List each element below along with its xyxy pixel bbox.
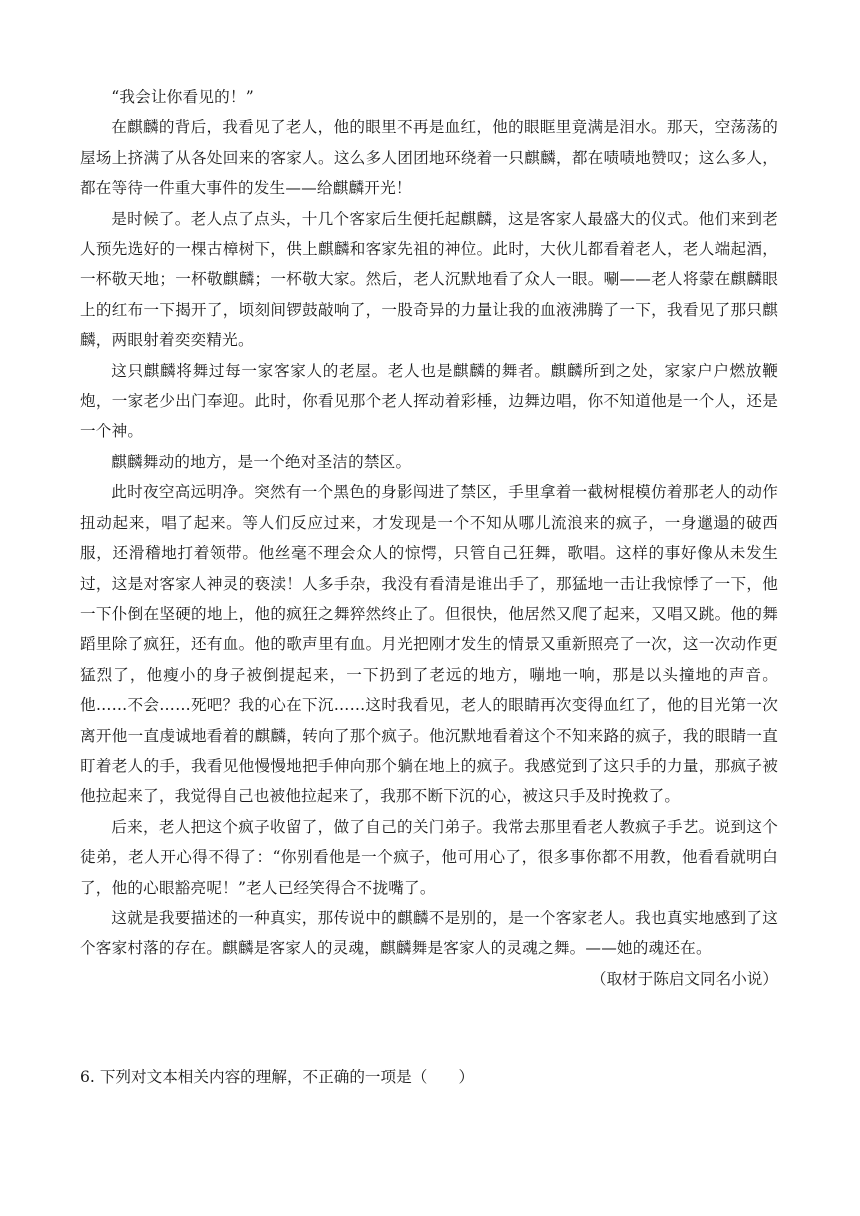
story-text [80, 82, 778, 994]
paragraph-2: 在麒麟的背后，我看见了老人，他的眼里不再是血红，他的眼眶里竟满是泪水。那天，空荡荡的屋场上挤满了从各处回来的客家人。这么多人团团地环绕着一只麒麟，都在啧啧地赞叹；这么多人，都在等待一件重大事件的发生——给麒麟开光！ [80, 118, 778, 198]
paragraph-5: 麒麟舞动的地方，是一个绝对圣洁的禁区。 [111, 452, 412, 471]
paragraph-8: 这就是我要描述的一种真实，那传说中的麒麟不是别的，是一个客家老人。我也真实地感到了这个客家村落的存在。麒麟是客家人的灵魂，麒麟舞是客家人的灵魂之舞。——她的魂还在。 [80, 908, 778, 958]
paragraph-4: 这只麒麟将舞过每一家客家人的老屋。老人也是麒麟的舞者。麒麟所到之处，家家户户燃放鞭炮，一家老少出门奉迎。此时，你看见那个老人挥动着彩棰，边舞边唱，你不知道他是一个人，还是一个神。 [80, 361, 778, 441]
paragraph-6: 此时夜空高远明净。突然有一个黑色的身影闯进了禁区，手里拿着一截树棍模仿着那老人的动作扭动起来，唱了起来。等人们反应过来，才发现是一个不知从哪儿流浪来的疯子，一身邋遢的破西服，还滑稽地打着领带。他丝毫不理会众人的惊愕，只管自己狂舞，歌唱。这样的事好像从未发生过，这是对客家人神灵的亵渎！人多手杂，我没有看清是谁出手了，那猛地一击让我惊悸了一下，他一下仆倒在坚硬的地上，他的疯狂之舞猝然终止了。但很快，他居然又爬了起来，又唱又跳。他的舞蹈里除了疯狂，还有血。他的歌声里有血。月光把刚才发生的情景又重新照亮了一次，这一次动作更猛烈了，他瘦小的身子被倒提起来，一下扔到了老远的地方，嘣地一响，那是以头撞地的声音。他……不会……死吧？我的心在下沉……这时我看见，老人的眼睛再次变得血红了，他的目光第一次离开他一直虔诚地看着的麒麟，转向了那个疯子。他沉默地看着这个不知来路的疯子，我的眼睛一直盯着老人的手，我看见他慢慢地把手伸向那个躺在地上的疯子。我感觉到了这只手的力量，那疯子被他拉起来了，我觉得自己也被他拉起来了，我那不断下沉的心，被这只手及时挽救了。 [80, 483, 778, 806]
paragraph-1: “我会让你看见的！” [111, 88, 254, 106]
paragraph-3: 是时候了。老人点了点头，十几个客家后生便托起麒麟，这是客家人最盛大的仪式。他们来到老人预先选好的一棵古樟树下，供上麒麟和客家先祖的神位。此时，大伙儿都看着老人，老人端起酒，一杯敬天地；一杯敬麒麟；一杯敬大家。然后，老人沉默地看了众人一眼。唰——老人将蒙在麒麟眼上的红布一下揭开了，顷刻间锣鼓敲响了，一股奇异的力量让我的血液沸腾了一下，我看见了那只麒麟，两眼射着奕奕精光。 [80, 209, 778, 350]
question-6: 6. 下列对文本相关内容的理解，不正确的一项是（ ） [80, 1068, 475, 1086]
source-citation: （取材于陈启文同名小说） [590, 969, 778, 988]
paragraph-7: 后来，老人把这个疯子收留了，做了自己的关门弟子。我常去那里看老人教疯子手艺。说到这个徒弟，老人开心得不得了：“你别看他是一个疯子，他可用心了，很多事你都不用教，他看看就明白了，他的心眼豁亮呢！”老人已经笑得合不拢嘴了。 [80, 817, 778, 897]
